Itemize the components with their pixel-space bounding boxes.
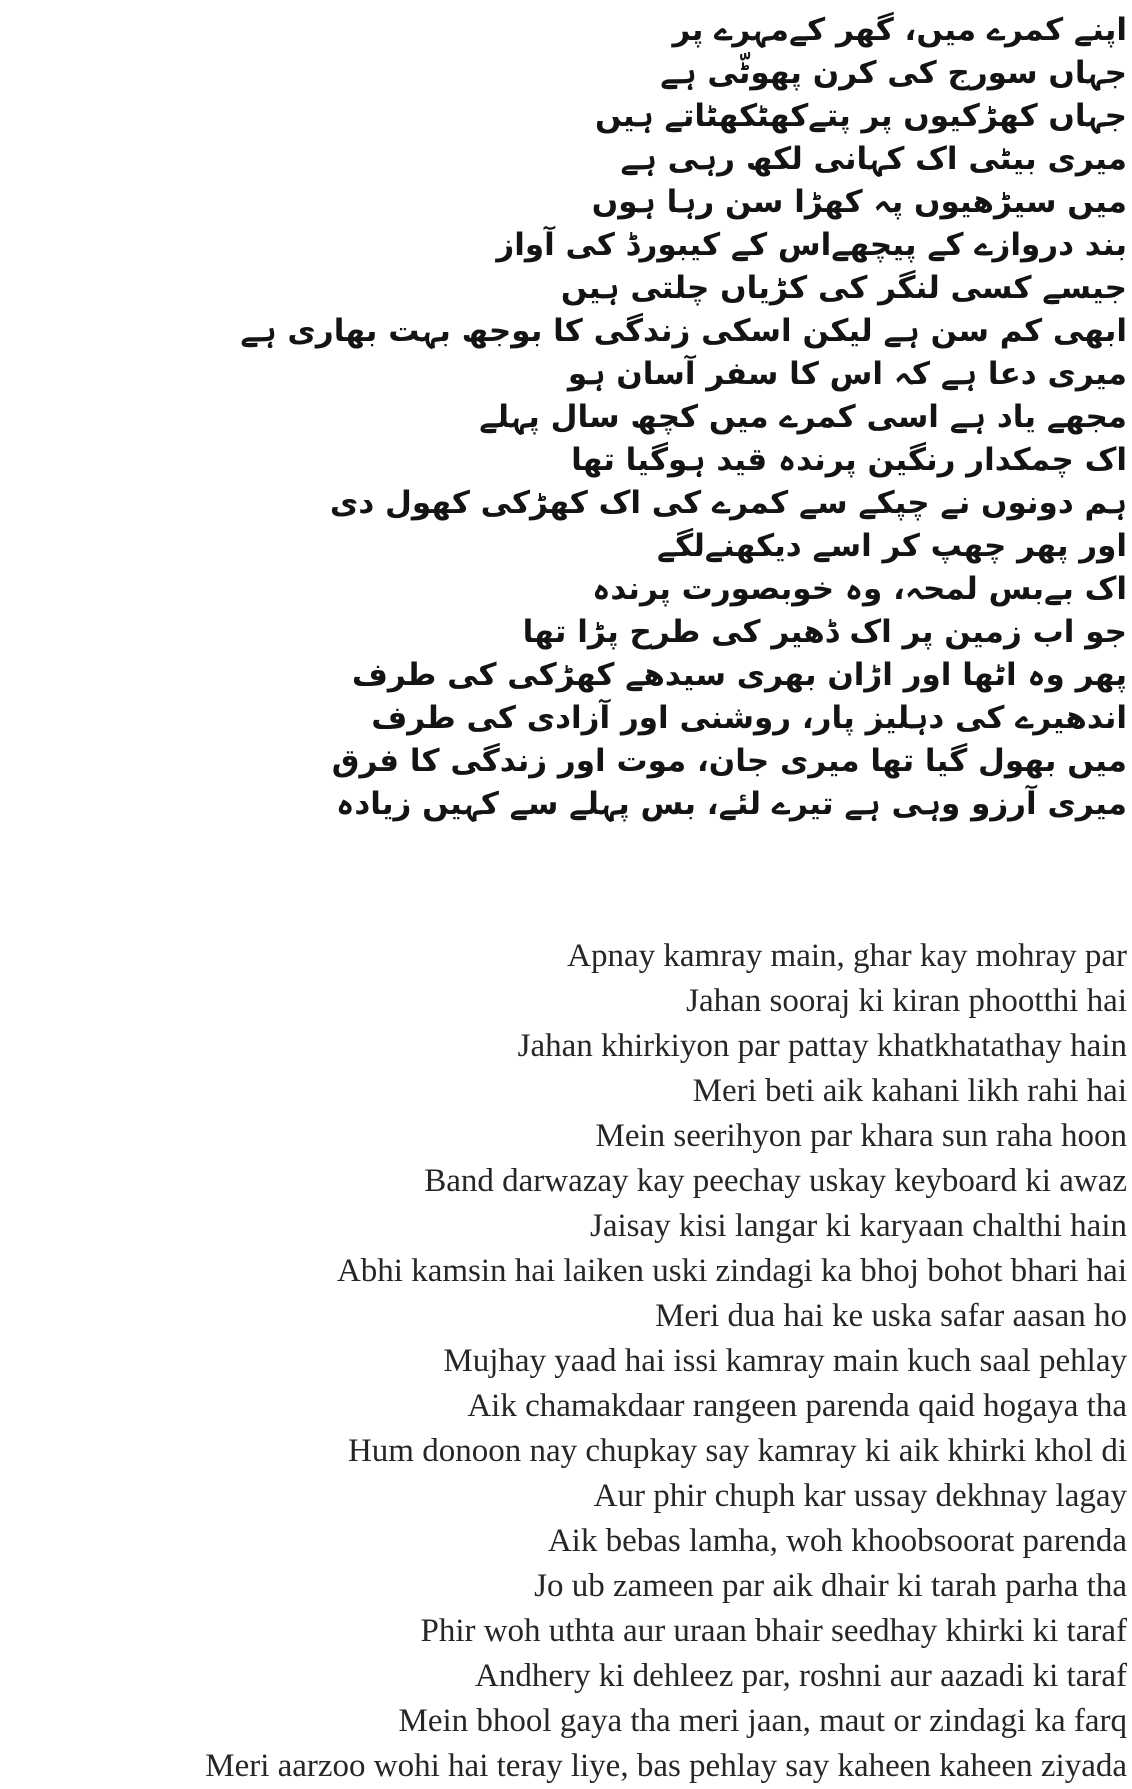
transliteration-line: Apnay kamray main, ghar kay mohray par <box>567 938 1127 974</box>
transliteration-line: Meri dua hai ke uska safar aasan ho <box>655 1298 1127 1334</box>
urdu-line: اندھیرے کی دہلیز پار، روشنی اور آزادی کی طرف <box>371 700 1127 736</box>
urdu-line: ابھی کم سن ہے لیکن اسکی زندگی کا بوجھ بہت بھاری ہے <box>240 313 1127 349</box>
urdu-line: بند دروازے کے پیچھےاس کے کیبورڈ کی آواز <box>496 227 1127 263</box>
urdu-line: میری بیٹی اک کہانی لکھ رہی ہے <box>620 141 1127 177</box>
transliteration-line: Andhery ki dehleez par, roshni aur aazadi ki taraf <box>475 1658 1127 1694</box>
urdu-line: میری دعا ہے کہ اس کا سفر آسان ہو <box>567 356 1127 392</box>
transliteration-line: Band darwazay kay peechay uskay keyboard ki awaz <box>424 1163 1127 1199</box>
transliteration-block <box>0 934 1127 1789</box>
transliteration-line: Aik bebas lamha, woh khoobsoorat parenda <box>547 1523 1127 1559</box>
urdu-line: ہم دونوں نے چپکے سے کمرے کی اک کھڑکی کھول دی <box>329 485 1127 521</box>
urdu-line: اور پھر چھپ کر اسے دیکھنےلگے <box>657 528 1127 564</box>
transliteration-line: Jahan sooraj ki kiran phootthi hai <box>686 983 1127 1019</box>
urdu-line: جو اب زمین پر اک ڈھیر کی طرح پڑا تھا <box>522 614 1127 650</box>
urdu-line: جیسے کسی لنگر کی کڑیاں چلتی ہیں <box>560 270 1127 306</box>
transliteration-line: Abhi kamsin hai laiken uski zindagi ka bhoj bohot bhari hai <box>336 1253 1127 1289</box>
transliteration-line: Aik chamakdaar rangeen parenda qaid hogaya tha <box>467 1388 1127 1424</box>
transliteration-line: Mein seerihyon par khara sun raha hoon <box>595 1118 1127 1154</box>
transliteration-line: Hum donoon nay chupkay say kamray ki aik khirki khol di <box>347 1433 1127 1469</box>
urdu-line: میں بھول گیا تھا میری جان، موت اور زندگی کا فرق <box>331 743 1127 779</box>
urdu-line: جہاں کھڑکیوں پر پتےکھٹکھٹاتے ہیں <box>595 98 1127 134</box>
transliteration-line: Jo ub zameen par aik dhair ki tarah parha tha <box>534 1568 1127 1604</box>
urdu-line: میں سیڑھیوں پہ کھڑا سن رہا ہوں <box>591 184 1127 220</box>
urdu-line: اپنے کمرے میں، گھر کےمہرے پر <box>672 12 1127 48</box>
transliteration-line: Jahan khirkiyon par pattay khatkhatathay hain <box>517 1028 1127 1064</box>
urdu-line: اک بےبس لمحہ، وہ خوبصورت پرندہ <box>592 571 1127 607</box>
urdu-line: جہاں سورج کی کرن پھوٹّی ہے <box>660 55 1127 91</box>
urdu-line: اک چمکدار رنگین پرندہ قید ہوگیا تھا <box>571 442 1127 478</box>
transliteration-line: Mujhay yaad hai issi kamray main kuch saal pehlay <box>443 1343 1127 1379</box>
urdu-line: مجھے یاد ہے اسی کمرے میں کچھ سال پہلے <box>479 399 1127 435</box>
urdu-line: پھر وہ اٹھا اور اڑان بھری سیدھے کھڑکی کی طرف <box>351 657 1127 693</box>
urdu-poem-block <box>0 9 1127 826</box>
transliteration-line: Meri beti aik kahani likh rahi hai <box>692 1073 1127 1109</box>
transliteration-line: Phir woh uthta aur uraan bhair seedhay khirki ki taraf <box>420 1613 1127 1649</box>
transliteration-line: Aur phir chuph kar ussay dekhnay lagay <box>593 1478 1127 1514</box>
transliteration-line: Jaisay kisi langar ki karyaan chalthi hain <box>590 1208 1127 1244</box>
transliteration-line: Meri aarzoo wohi hai teray liye, bas pehlay say kaheen kaheen ziyada <box>205 1748 1127 1784</box>
urdu-line: میری آرزو وہی ہے تیرے لئے، بس پہلے سے کہیں زیادہ <box>336 786 1127 822</box>
transliteration-line: Mein bhool gaya tha meri jaan, maut or zindagi ka farq <box>398 1703 1127 1739</box>
